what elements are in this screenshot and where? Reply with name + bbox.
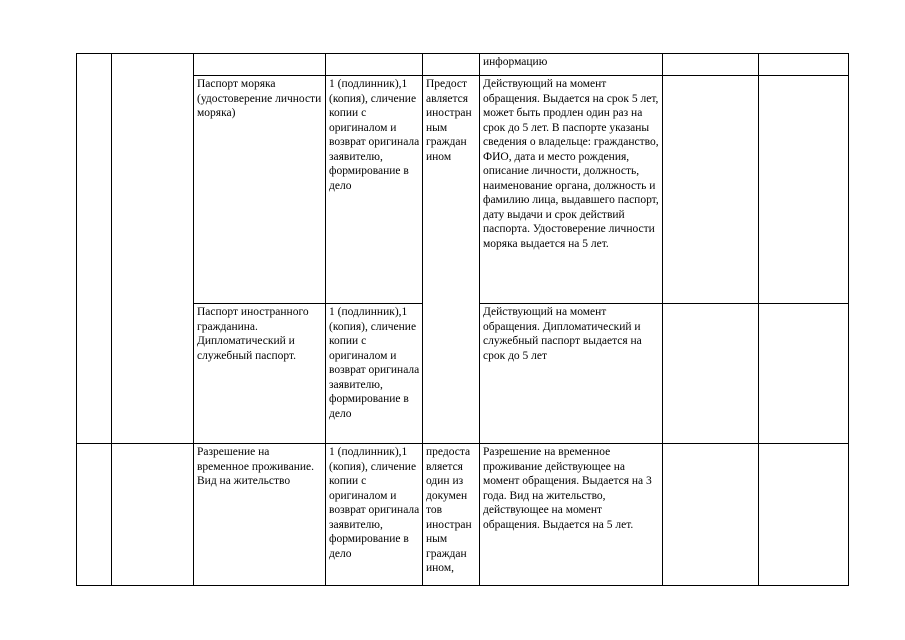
cell-template <box>759 304 849 444</box>
cell-note: Предост авляется иностран ным граждан ином <box>423 76 480 444</box>
cell-service <box>112 54 194 444</box>
cell-requirements: Действующий на момент обращения. Дипломатический и служебный паспорт выдается на срок до 5 лет <box>480 304 663 444</box>
cell-document: Разрешение на временное проживание. Вид на жительство <box>194 444 326 586</box>
cell-document: Паспорт иностранного гражданина. Дипломатический и служебный паспорт. <box>194 304 326 444</box>
cell-requirements: Разрешение на временное проживание действующее на момент обращения. Выдается на 3 года. Вид на жительство, действующее на момент обращения. Выдается на 5 лет. <box>480 444 663 586</box>
cell-template <box>759 54 849 76</box>
cell-sample <box>663 54 759 76</box>
cell-requirements: Действующий на момент обращения. Выдается на срок 5 лет, может быть продлен один раз на срок до 5 лет. В паспорте указаны сведения о владельце: гражданство, ФИО, дата и место рождения, описание личности, должность, наименование органа, должность и фамилию лица, выдавшего паспорт, дату выдачи и срок действий паспорта. Удостоверение личности моряка выдается на 5 лет. <box>480 76 663 304</box>
cell-quantity: 1 (подлинник),1 (копия), сличение копии с оригиналом и возврат оригинала заявителю, формирование в дело <box>326 76 423 304</box>
cell-document <box>194 54 326 76</box>
cell-number <box>77 54 112 444</box>
cell-quantity: 1 (подлинник),1 (копия), сличение копии с оригиналом и возврат оригинала заявителю, формирование в дело <box>326 444 423 586</box>
cell-requirements: информацию <box>480 54 663 76</box>
requirements-table <box>76 53 849 586</box>
cell-sample <box>663 76 759 304</box>
cell-sample <box>663 444 759 586</box>
cell-note <box>423 54 480 76</box>
cell-service <box>112 444 194 586</box>
cell-quantity <box>326 54 423 76</box>
cell-template <box>759 444 849 586</box>
cell-sample <box>663 304 759 444</box>
cell-quantity: 1 (подлинник),1 (копия), сличение копии с оригиналом и возврат оригинала заявителю, формирование в дело <box>326 304 423 444</box>
cell-template <box>759 76 849 304</box>
cell-number <box>77 444 112 586</box>
cell-note: предоста вляется один из докумен тов иностран ным граждан ином, <box>423 444 480 586</box>
cell-document: Паспорт моряка (удостоверение личности моряка) <box>194 76 326 304</box>
table-row <box>77 54 849 76</box>
table-row <box>77 444 849 586</box>
